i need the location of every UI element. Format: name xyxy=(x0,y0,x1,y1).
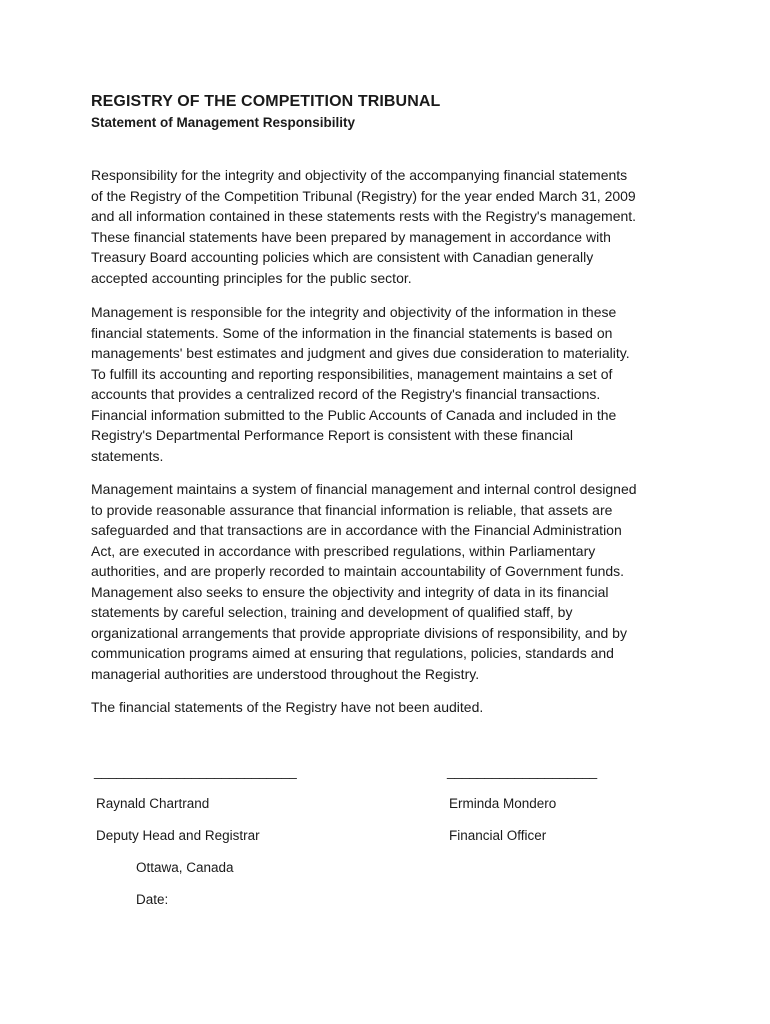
signatory-name-right: Erminda Mondero xyxy=(449,796,557,811)
paragraph-responsibility: Responsibility for the integrity and objectivity of the accompanying financial statements of the Registry of the Competition Tribunal (Registry) for the year ended March 31, 2009 and all information contained in these statements rests with the Registry's management. These financial statements have been prepared by management in accordance with Treasury Board accounting policies which are consistent with Canadian generally accepted accounting principles for the public sector. xyxy=(91,167,637,286)
paragraph-audit-status: The financial statements of the Registry have not been audited. xyxy=(91,699,484,715)
paragraph-internal-control: Management maintains a system of financial management and internal control designed to provide reasonable assurance that financial information is reliable, that assets are safeguarded and that transactions are in accordance with the Financial Administration Act, are executed in accordance with prescribed regulations, within Parliamentary authorities, and are properly recorded to maintain accountability of Government funds. Management also seeks to ensure the objectivity and integrity of data in its financial statements by careful selection, training and development of qualified staff, by organizational arrangements that provide appropriate divisions of responsibility, and by communication programs aimed at ensuring that regulations, policies, standards and managerial authorities are understood throughout the Registry. xyxy=(91,481,637,682)
signature-line-left: ___________________________ xyxy=(94,764,297,779)
document-title: REGISTRY OF THE COMPETITION TRIBUNAL xyxy=(91,93,441,110)
signature-line-right: ____________________ xyxy=(447,764,598,779)
signatory-role-right: Financial Officer xyxy=(449,828,547,843)
signature-date-label: Date: xyxy=(136,892,169,907)
document-subtitle: Statement of Management Responsibility xyxy=(91,115,356,130)
signature-location: Ottawa, Canada xyxy=(136,860,234,875)
signatory-role-left: Deputy Head and Registrar xyxy=(96,828,260,843)
signatory-name-left: Raynald Chartrand xyxy=(96,796,210,811)
paragraph-integrity: Management is responsible for the integrity and objectivity of the information in these financial statements. Some of the information in the financial statements is based on managements' best estimates and judgment and gives due consideration to materiality. To fulfill its accounting and reporting responsibilities, management maintains a set of accounts that provides a centralized record of the Registry's financial transactions. Financial information submitted to the Public Accounts of Canada and included in the Registry's Departmental Performance Report is consistent with these financial statements. xyxy=(91,304,630,464)
